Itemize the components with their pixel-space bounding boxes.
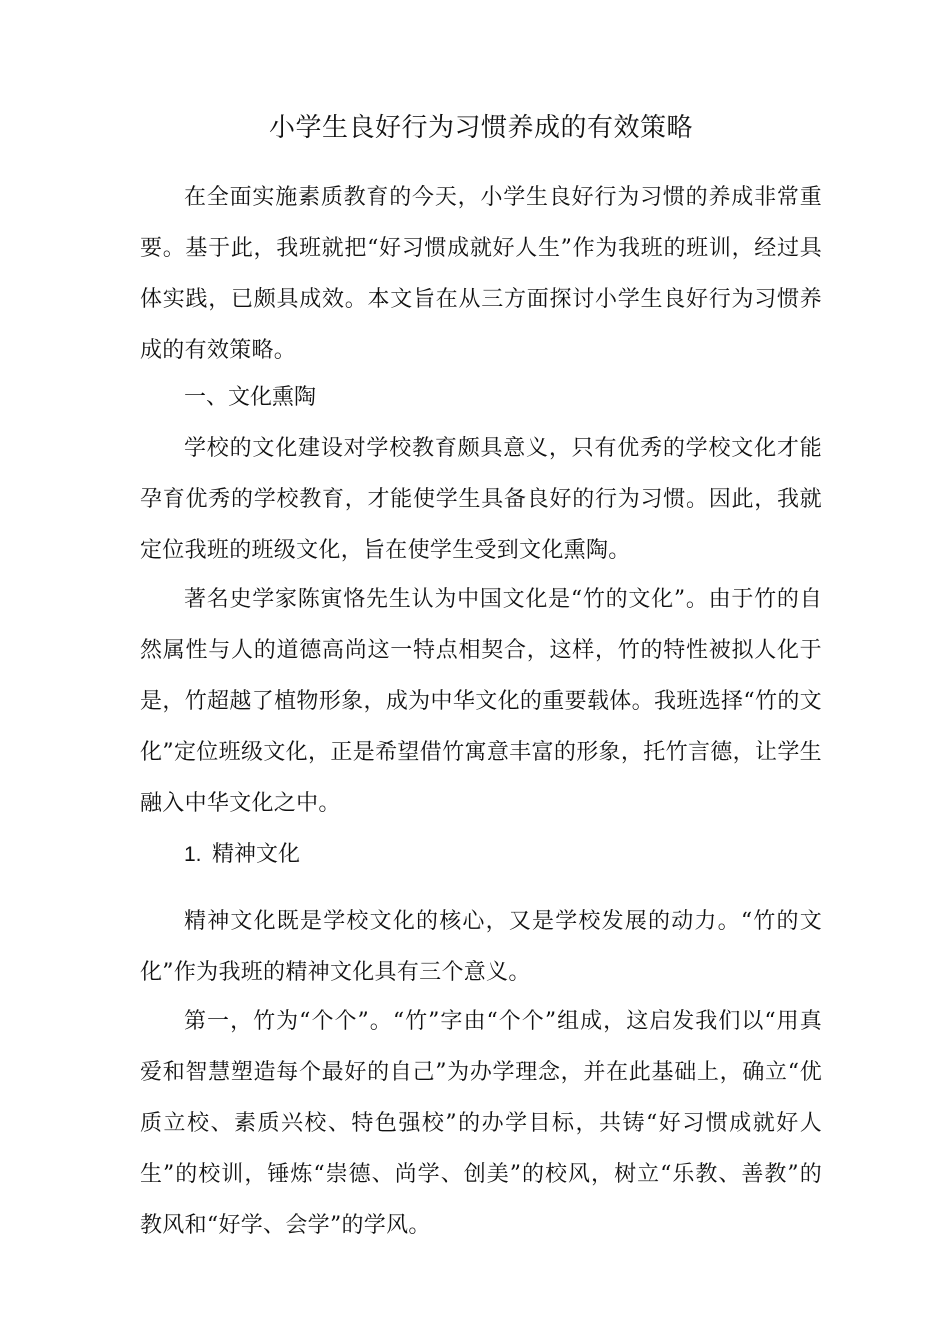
section1-paragraph-1: 学校的文化建设对学校教育颇具意义，只有优秀的学校文化才能孕育优秀的学校教育，才能使学生具备良好的行为习惯。因此，我就定位我班的班级文化，旨在使学生受到文化熏陶。 xyxy=(140,436,822,563)
subsection-number: 1. xyxy=(184,843,202,866)
subsection1-paragraph-1: 精神文化既是学校文化的核心，又是学校发展的动力。“竹的文化”作为我班的精神文化具有三个意义。 xyxy=(140,909,822,985)
section1-paragraph-2: 著名史学家陈寅恪先生认为中国文化是“竹的文化”。由于竹的自然属性与人的道德高尚这一特点相契合，这样，竹的特性被拟人化于是，竹超越了植物形象，成为中华文化的重要载体。我班选择“竹的文化”定位班级文化，正是希望借竹寓意丰富的形象，托竹言德，让学生融入中华文化之中。 xyxy=(140,587,822,816)
subsection1-paragraph-2: 第一，竹为“个个”。“竹”字由“个个”组成，这启发我们以“用真爱和智慧塑造每个最好的自己”为办学理念，并在此基础上，确立“优质立校、素质兴校、特色强校”的办学目标，共铸“好习惯成就好人生”的校训，锤炼“崇德、尚学、创美”的校风，树立“乐教、善教”的教风和“好学、会学”的学风。 xyxy=(140,1009,822,1238)
subsection-heading-spirit xyxy=(184,829,300,880)
subsection-label: 精神文化 xyxy=(212,842,301,867)
section-heading-culture: 一、文化熏陶 xyxy=(184,385,317,410)
intro-paragraph: 在全面实施素质教育的今天，小学生良好行为习惯的养成非常重要。基于此，我班就把“好习惯成就好人生”作为我班的班训，经过具体实践，已颇具成效。本文旨在从三方面探讨小学生良好行为习惯养成的有效策略。 xyxy=(140,185,822,363)
document-title: 小学生良好行为习惯养成的有效策略 xyxy=(268,113,693,143)
